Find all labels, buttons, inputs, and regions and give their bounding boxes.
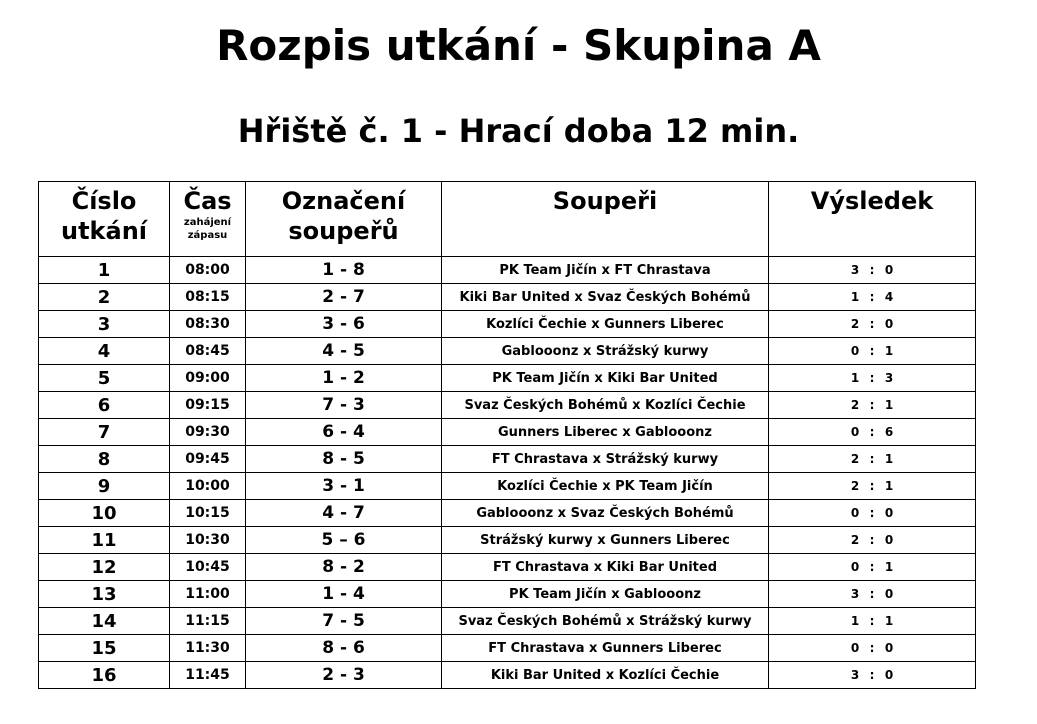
score-separator: :: [869, 452, 875, 466]
match-number-cell: 8: [39, 446, 170, 473]
score-separator: :: [869, 614, 875, 628]
score-separator: :: [869, 425, 875, 439]
pairing-label-cell: 8 - 2: [246, 554, 442, 581]
table-row: [39, 311, 976, 338]
result-cell: [769, 635, 976, 662]
start-time-cell: 08:30: [170, 311, 246, 338]
score-separator: :: [869, 371, 875, 385]
start-time-cell: 09:00: [170, 365, 246, 392]
score-separator: :: [869, 560, 875, 574]
table-row: [39, 608, 976, 635]
match-number-cell: 7: [39, 419, 170, 446]
header-pairing-label: [246, 182, 442, 257]
header-match-number: [39, 182, 170, 257]
away-score: 1: [884, 479, 894, 493]
start-time-cell: 10:15: [170, 500, 246, 527]
score-separator: :: [869, 668, 875, 682]
match-number-cell: 15: [39, 635, 170, 662]
table-row: [39, 338, 976, 365]
opponents-cell: Kozlíci Čechie x PK Team Jičín: [442, 473, 769, 500]
pairing-label-cell: 1 - 4: [246, 581, 442, 608]
home-score: 1: [850, 290, 860, 304]
table-row: [39, 284, 976, 311]
home-score: 0: [850, 506, 860, 520]
pairing-label-cell: 4 - 5: [246, 338, 442, 365]
score-separator: :: [869, 506, 875, 520]
opponents-cell: Gablooonz x Strážský kurwy: [442, 338, 769, 365]
pairing-label-cell: 4 - 7: [246, 500, 442, 527]
match-number-cell: 1: [39, 257, 170, 284]
pairing-label-cell: 2 - 3: [246, 662, 442, 689]
start-time-cell: 09:15: [170, 392, 246, 419]
table-body: [39, 257, 976, 689]
home-score: 1: [850, 371, 860, 385]
pairing-label-cell: 6 - 4: [246, 419, 442, 446]
start-time-cell: 11:00: [170, 581, 246, 608]
away-score: 3: [884, 371, 894, 385]
away-score: 4: [884, 290, 894, 304]
result-cell: [769, 338, 976, 365]
home-score: 2: [850, 398, 860, 412]
away-score: 0: [884, 533, 894, 547]
match-schedule-table: [38, 181, 976, 689]
score-separator: :: [869, 479, 875, 493]
away-score: 1: [884, 560, 894, 574]
header-pairing-label-line2: soupeřů: [288, 217, 399, 245]
header-match-number-line2: utkání: [60, 217, 148, 245]
match-number-cell: 3: [39, 311, 170, 338]
opponents-cell: FT Chrastava x Strážský kurwy: [442, 446, 769, 473]
match-number-cell: 5: [39, 365, 170, 392]
start-time-cell: 08:15: [170, 284, 246, 311]
start-time-cell: 08:45: [170, 338, 246, 365]
table-row: [39, 419, 976, 446]
table-row: [39, 365, 976, 392]
match-number-cell: 9: [39, 473, 170, 500]
match-number-cell: 14: [39, 608, 170, 635]
opponents-cell: Gablooonz x Svaz Českých Bohémů: [442, 500, 769, 527]
match-number-cell: 13: [39, 581, 170, 608]
opponents-cell: Kiki Bar United x Svaz Českých Bohémů: [442, 284, 769, 311]
page-subtitle: Hřiště č. 1 - Hrací doba 12 min.: [237, 112, 800, 150]
start-time-cell: 11:45: [170, 662, 246, 689]
header-pairing-label-line1: Označení: [281, 187, 406, 215]
header-start-time-line2: zahájení: [183, 217, 232, 228]
table-row: [39, 446, 976, 473]
match-number-cell: 4: [39, 338, 170, 365]
result-cell: [769, 419, 976, 446]
score-separator: :: [869, 533, 875, 547]
away-score: 0: [884, 263, 894, 277]
away-score: 1: [884, 452, 894, 466]
away-score: 0: [884, 641, 894, 655]
header-start-time: [170, 182, 246, 257]
pairing-label-cell: 3 - 6: [246, 311, 442, 338]
table-row: [39, 581, 976, 608]
home-score: 0: [850, 425, 860, 439]
opponents-cell: Svaz Českých Bohémů x Kozlíci Čechie: [442, 392, 769, 419]
table-row: [39, 473, 976, 500]
opponents-cell: FT Chrastava x Gunners Liberec: [442, 635, 769, 662]
start-time-cell: 10:30: [170, 527, 246, 554]
result-cell: [769, 608, 976, 635]
away-score: 0: [884, 668, 894, 682]
table-row: [39, 527, 976, 554]
table-row: [39, 257, 976, 284]
page-title: Rozpis utkání - Skupina A: [216, 21, 821, 70]
result-cell: [769, 662, 976, 689]
home-score: 3: [850, 263, 860, 277]
result-cell: [769, 257, 976, 284]
score-separator: :: [869, 641, 875, 655]
table-row: [39, 554, 976, 581]
home-score: 3: [850, 587, 860, 601]
result-cell: [769, 392, 976, 419]
away-score: 6: [884, 425, 894, 439]
away-score: 1: [884, 344, 894, 358]
table-row: [39, 635, 976, 662]
match-number-cell: 10: [39, 500, 170, 527]
away-score: 0: [884, 317, 894, 331]
start-time-cell: 09:30: [170, 419, 246, 446]
result-cell: [769, 581, 976, 608]
header-start-time-line1: Čas: [183, 187, 232, 215]
header-opponents-text: Soupeři: [552, 187, 658, 215]
result-cell: [769, 311, 976, 338]
start-time-cell: 10:45: [170, 554, 246, 581]
match-number-cell: 12: [39, 554, 170, 581]
start-time-cell: 10:00: [170, 473, 246, 500]
pairing-label-cell: 8 - 6: [246, 635, 442, 662]
opponents-cell: Kiki Bar United x Kozlíci Čechie: [442, 662, 769, 689]
result-cell: [769, 473, 976, 500]
start-time-cell: 09:45: [170, 446, 246, 473]
table-header-row: [39, 182, 976, 257]
header-match-number-line1: Číslo: [71, 187, 137, 215]
pairing-label-cell: 3 - 1: [246, 473, 442, 500]
match-number-cell: 16: [39, 662, 170, 689]
score-separator: :: [869, 317, 875, 331]
opponents-cell: Kozlíci Čechie x Gunners Liberec: [442, 311, 769, 338]
opponents-cell: Svaz Českých Bohémů x Strážský kurwy: [442, 608, 769, 635]
result-cell: [769, 554, 976, 581]
away-score: 1: [884, 614, 894, 628]
home-score: 0: [850, 344, 860, 358]
opponents-cell: PK Team Jičín x Gablooonz: [442, 581, 769, 608]
result-cell: [769, 284, 976, 311]
home-score: 2: [850, 452, 860, 466]
start-time-cell: 08:00: [170, 257, 246, 284]
start-time-cell: 11:15: [170, 608, 246, 635]
match-number-cell: 2: [39, 284, 170, 311]
table-row: [39, 662, 976, 689]
opponents-cell: PK Team Jičín x Kiki Bar United: [442, 365, 769, 392]
pairing-label-cell: 7 - 5: [246, 608, 442, 635]
away-score: 0: [884, 506, 894, 520]
home-score: 3: [850, 668, 860, 682]
away-score: 0: [884, 587, 894, 601]
score-separator: :: [869, 398, 875, 412]
result-cell: [769, 446, 976, 473]
pairing-label-cell: 5 – 6: [246, 527, 442, 554]
home-score: 2: [850, 479, 860, 493]
home-score: 2: [850, 533, 860, 547]
header-result-text: Výsledek: [810, 187, 934, 215]
match-number-cell: 6: [39, 392, 170, 419]
pairing-label-cell: 2 - 7: [246, 284, 442, 311]
header-result: [769, 182, 976, 257]
score-separator: :: [869, 587, 875, 601]
score-separator: :: [869, 263, 875, 277]
home-score: 2: [850, 317, 860, 331]
opponents-cell: PK Team Jičín x FT Chrastava: [442, 257, 769, 284]
table-row: [39, 500, 976, 527]
header-opponents: [442, 182, 769, 257]
pairing-label-cell: 1 - 8: [246, 257, 442, 284]
match-number-cell: 11: [39, 527, 170, 554]
home-score: 0: [850, 641, 860, 655]
home-score: 0: [850, 560, 860, 574]
result-cell: [769, 500, 976, 527]
opponents-cell: Gunners Liberec x Gablooonz: [442, 419, 769, 446]
opponents-cell: FT Chrastava x Kiki Bar United: [442, 554, 769, 581]
home-score: 1: [850, 614, 860, 628]
start-time-cell: 11:30: [170, 635, 246, 662]
pairing-label-cell: 8 - 5: [246, 446, 442, 473]
score-separator: :: [869, 290, 875, 304]
result-cell: [769, 527, 976, 554]
pairing-label-cell: 1 - 2: [246, 365, 442, 392]
score-separator: :: [869, 344, 875, 358]
table-row: [39, 392, 976, 419]
result-cell: [769, 365, 976, 392]
opponents-cell: Strážský kurwy x Gunners Liberec: [442, 527, 769, 554]
away-score: 1: [884, 398, 894, 412]
header-start-time-line3: zápasu: [187, 230, 228, 241]
pairing-label-cell: 7 - 3: [246, 392, 442, 419]
